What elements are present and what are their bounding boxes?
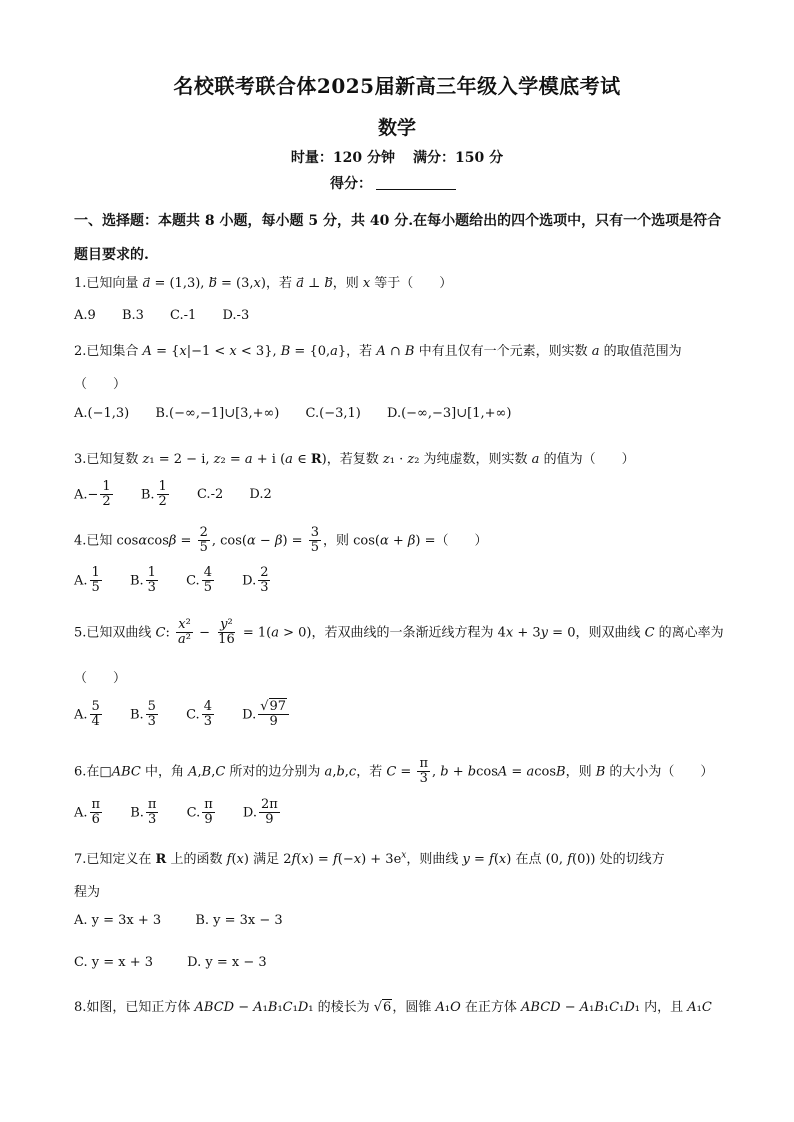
subject-title: 数学 [377,117,416,139]
question-4-stem: 4.已知 cosαcosβ = $\frac{2}{5}$ , cos(α − β) = $\frac{3}{5}$ ，则 cos(α + β) =（ ） [74,525,488,556]
question-3-stem: 3.已知复数 z₁ = 2 − i, z₂ = a + i (a ∈ R)，若复数 z₁ · z₂ 为纯虚数，则实数 a 的值为（ ） [74,452,635,467]
question-3-options: A.− $\frac{1}{2}$ B. $\frac{1}{2}$ C.-2 D.2 [74,479,272,510]
option: A.(−1,3) [74,406,130,421]
time-label: 时量：120 分钟 [290,150,395,166]
question-7-options-row1 [74,913,305,928]
question-1-options [74,308,271,323]
question-8-stem: 8.如图，已知正方体 ABCD − A₁B₁C₁D₁ 的棱长为 √6，圆锥 A₁O 在正方体 ABCD − A₁B₁C₁D₁ 内，且 A₁C [74,1000,712,1015]
question-5-options: A. $\frac{5}{4}$ B. $\frac{5}{3}$ C. $\frac{4}{3}$ D. $\frac{√97}{9}$ [74,700,313,730]
question-2-stem: 2.已知集合 A = {x|−1 < x < 3}, B = {0,a}，若 A ∩ B 中有且仅有一个元素，则实数 a 的取值范围为 [74,344,682,359]
option: B.(−∞,−1]∪[3,+∞) [155,406,280,421]
question-5-stem-cont: （ ） [74,671,127,686]
option: A.9 [74,308,96,323]
score-label: 得分： [330,176,372,192]
option: C.-2 [196,487,224,503]
question-2-options [74,406,533,421]
question-4-options: A. $\frac{1}{5}$ B. $\frac{1}{3}$ C. $\frac{4}{5}$ D. $\frac{2}{3}$ [74,565,269,596]
option: D.-3 [222,308,250,323]
option: D. y = x − 3 [187,955,267,970]
option: B. y = 3x − 3 [195,913,283,928]
option: C. y = x + 3 [74,955,154,970]
question-7-stem-cont: 程为 [74,885,101,900]
full-score-label: 满分：150 分 [413,150,504,166]
question-5-stem: 5.已知双曲线 C: $\frac{\text{x²}}{\text{a²}}$ − $\frac{\text{y²}}{16}$ = 1(a > 0)，若双曲线的一条渐近线方程为 4x + 3y = 0，则双曲线 C 的离心率为 [74,617,724,648]
question-7-stem: 7.已知定义在 R 上的函数 f(x) 满足 $2f(x) = f(-x) + 3e^x$，则曲线 y = f(x) 在点 (0, f(0)) 处的切线方 [74,850,665,867]
score-blank [376,189,456,190]
option: D.(−∞,−3]∪[1,+∞) [387,406,512,421]
question-6-stem: 6.在□ABC 中，角 A,B,C 所对的边分别为 a,b,c，若 C = $\frac{\pi}{3}$ , b + bcosA = acosB，则 B 的大小为（ ） [74,756,714,787]
option: D.2 [249,487,272,503]
option: A. y = 3x + 3 [74,913,162,928]
question-7-options-row2 [74,955,289,970]
option: B.3 [121,308,144,323]
question-2-stem-cont: （ ） [74,377,127,392]
option: C.(−3,1) [305,406,361,421]
question-1-stem: 1.已知向量 a⃗ = (1,3), b⃗ = (3,x)，若 a⃗ ⊥ b⃗，则 x 等于（ ） [74,276,453,291]
exam-meta [0,147,794,167]
option: C.-1 [170,308,197,323]
question-6-options: A. $\frac{\pi}{6}$ B. $\frac{\pi}{3}$ C. $\frac{\pi}{9}$ D. $\frac{2\pi}{9}$ [74,797,278,828]
section-heading: 一、选择题：本题共 8 小题，每小题 5 分，共 40 分.在每小题给出的四个选项中，只有一个选项是符合题目要求的. [74,213,722,263]
exam-title: 名校联考联合体2025届新高三年级入学模底考试 [173,74,621,98]
score-field [330,173,456,193]
